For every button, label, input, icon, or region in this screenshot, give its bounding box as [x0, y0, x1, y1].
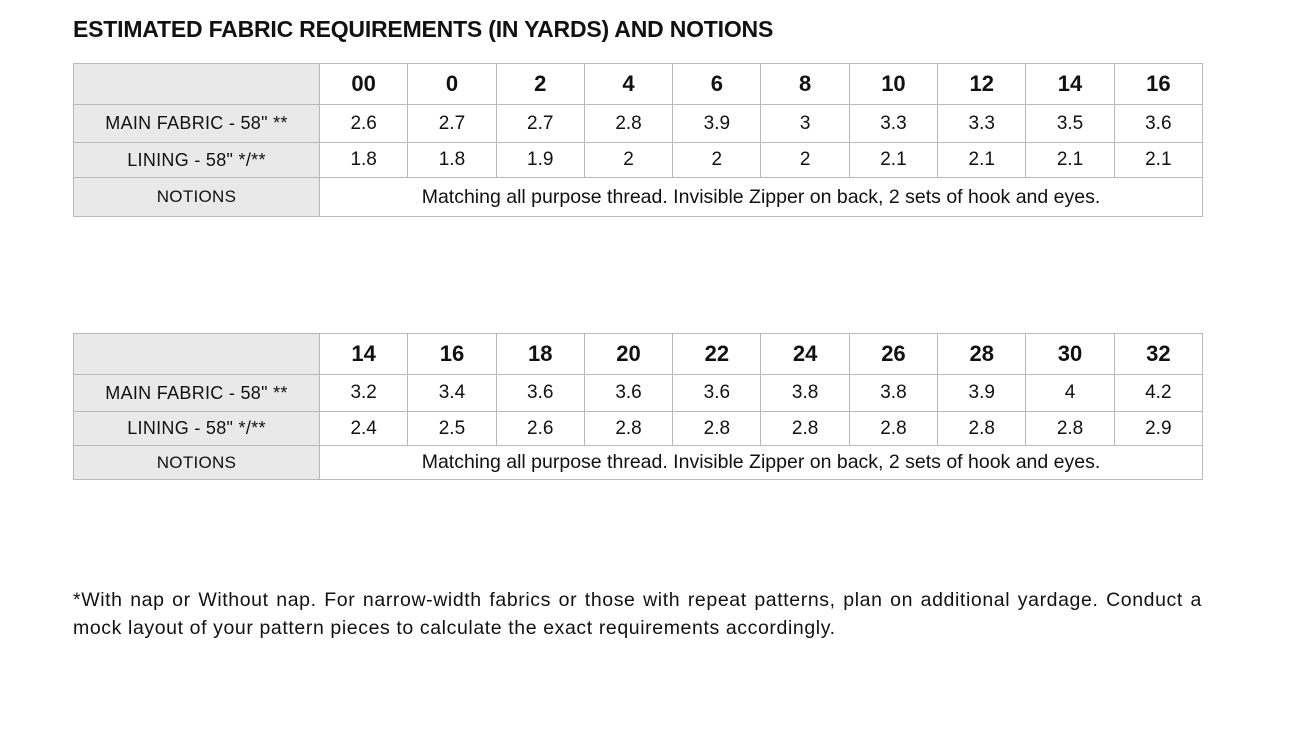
yardage-cell: 3.3 [849, 105, 937, 143]
yardage-cell: 3.8 [849, 375, 937, 412]
size-header-row [74, 334, 1203, 375]
yardage-cell: 2.4 [320, 412, 408, 446]
notions-row [74, 178, 1203, 217]
notions-text: Matching all purpose thread. Invisible Zipper on back, 2 sets of hook and eyes. [320, 178, 1203, 217]
yardage-cell: 2.6 [320, 105, 408, 143]
yardage-cell: 2.6 [496, 412, 584, 446]
fabric-requirements-table-1 [73, 63, 1203, 217]
size-header: 6 [673, 64, 761, 105]
row-label-notions: NOTIONS [74, 178, 320, 217]
yardage-cell: 3.8 [761, 375, 849, 412]
corner-cell [74, 64, 320, 105]
yardage-cell: 3 [761, 105, 849, 143]
yardage-cell: 3.6 [673, 375, 761, 412]
size-header: 14 [1026, 64, 1114, 105]
yardage-cell: 2.1 [1026, 143, 1114, 178]
yardage-cell: 1.8 [408, 143, 496, 178]
yardage-cell: 2.1 [1114, 143, 1202, 178]
yardage-cell: 2.1 [849, 143, 937, 178]
size-header: 12 [938, 64, 1026, 105]
yardage-cell: 2.7 [408, 105, 496, 143]
size-header: 00 [320, 64, 408, 105]
yardage-cell: 1.9 [496, 143, 584, 178]
yardage-cell: 2.9 [1114, 412, 1202, 446]
yardage-cell: 2.7 [496, 105, 584, 143]
page-title: ESTIMATED FABRIC REQUIREMENTS (IN YARDS) AND NOTIONS [73, 16, 774, 42]
notions-text: Matching all purpose thread. Invisible Zipper on back, 2 sets of hook and eyes. [320, 446, 1203, 480]
row-label-main-fabric: MAIN FABRIC - 58" ** [74, 105, 320, 143]
footnote: *With nap or Without nap. For narrow-width fabrics or those with repeat patterns, plan on additional yardage. Conduct a mock layout of your pattern pieces to calculate the exact requirements accordingly. [73, 588, 1202, 639]
size-header: 28 [938, 334, 1026, 375]
size-header: 8 [761, 64, 849, 105]
size-header: 18 [496, 334, 584, 375]
yardage-cell: 1.8 [320, 143, 408, 178]
size-header: 22 [673, 334, 761, 375]
row-label-notions: NOTIONS [74, 446, 320, 480]
yardage-cell: 3.9 [673, 105, 761, 143]
yardage-cell: 2.8 [584, 105, 672, 143]
size-header: 4 [584, 64, 672, 105]
main-fabric-row [74, 105, 1203, 143]
yardage-cell: 2.8 [584, 412, 672, 446]
yardage-cell: 3.4 [408, 375, 496, 412]
size-header: 16 [408, 334, 496, 375]
yardage-cell: 3.3 [938, 105, 1026, 143]
yardage-cell: 4 [1026, 375, 1114, 412]
yardage-cell: 2 [761, 143, 849, 178]
yardage-cell: 2.8 [1026, 412, 1114, 446]
size-header: 16 [1114, 64, 1202, 105]
size-header: 24 [761, 334, 849, 375]
yardage-cell: 3.9 [938, 375, 1026, 412]
size-header: 14 [320, 334, 408, 375]
yardage-cell: 2.8 [938, 412, 1026, 446]
lining-row [74, 412, 1203, 446]
size-header: 32 [1114, 334, 1202, 375]
row-label-main-fabric: MAIN FABRIC - 58" ** [74, 375, 320, 412]
yardage-cell: 3.6 [584, 375, 672, 412]
size-header: 26 [849, 334, 937, 375]
yardage-cell: 3.6 [496, 375, 584, 412]
yardage-cell: 2 [584, 143, 672, 178]
lining-row [74, 143, 1203, 178]
size-header-row [74, 64, 1203, 105]
yardage-cell: 2.8 [761, 412, 849, 446]
yardage-cell: 3.5 [1026, 105, 1114, 143]
size-header: 20 [584, 334, 672, 375]
yardage-cell: 3.2 [320, 375, 408, 412]
row-label-lining: LINING - 58" */** [74, 143, 320, 178]
yardage-cell: 2.8 [849, 412, 937, 446]
yardage-cell: 2 [673, 143, 761, 178]
size-header: 10 [849, 64, 937, 105]
yardage-cell: 2.5 [408, 412, 496, 446]
yardage-cell: 2.1 [938, 143, 1026, 178]
fabric-requirements-table-2 [73, 333, 1203, 480]
size-header: 0 [408, 64, 496, 105]
row-label-lining: LINING - 58" */** [74, 412, 320, 446]
size-header: 2 [496, 64, 584, 105]
yardage-cell: 4.2 [1114, 375, 1202, 412]
notions-row [74, 446, 1203, 480]
yardage-cell: 2.8 [673, 412, 761, 446]
main-fabric-row [74, 375, 1203, 412]
corner-cell [74, 334, 320, 375]
yardage-cell: 3.6 [1114, 105, 1202, 143]
size-header: 30 [1026, 334, 1114, 375]
